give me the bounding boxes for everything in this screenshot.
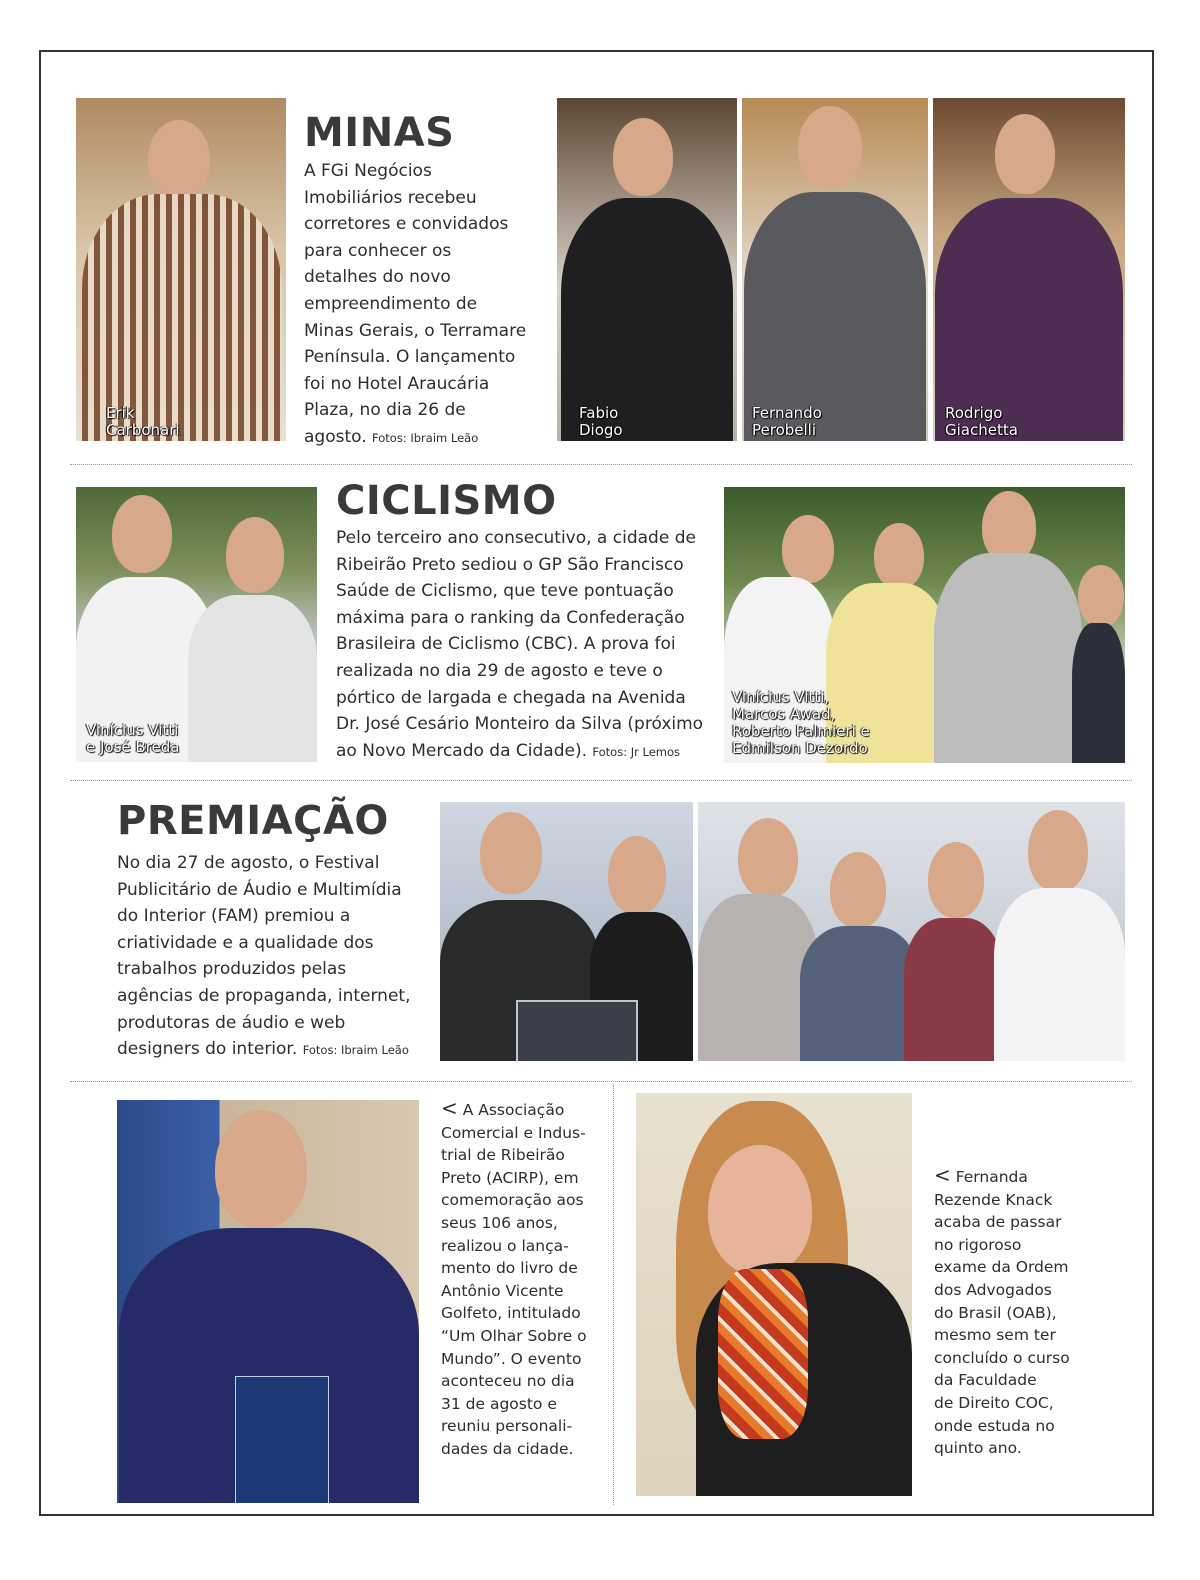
photo-rodrigo-giachetta	[933, 98, 1125, 441]
acirp-line: mento do livro de	[441, 1259, 578, 1278]
photo-cyclists-group	[724, 487, 1125, 763]
oab-line: onde estuda no	[934, 1416, 1055, 1435]
oab-line: Rezende Knack	[934, 1190, 1053, 1209]
oab-line: no rigoroso	[934, 1235, 1022, 1254]
photo-erik-carbonari	[76, 98, 286, 441]
acirp-line: seus 106 anos,	[441, 1213, 558, 1232]
oab-line: do Brasil (OAB),	[934, 1303, 1057, 1322]
photo-fabio-diogo	[557, 98, 737, 441]
photo-credit: Fotos: Jr Lemos	[592, 744, 681, 759]
photo-caption: Rodrigo Giachetta	[945, 404, 1018, 439]
acirp-line: A Associação	[462, 1101, 565, 1119]
photo-award-two-men	[440, 802, 693, 1061]
acirp-line: trial de Ribeirão	[441, 1146, 565, 1165]
oab-line: concluído o curso	[934, 1348, 1070, 1367]
photo-fernanda-rezende-knack	[636, 1093, 912, 1496]
photo-caption: Vinícius Vitti e José Breda	[86, 721, 180, 756]
column-divider	[613, 1085, 614, 1505]
section-body-premiacao	[117, 850, 413, 1064]
acirp-line: Mundo”. O evento	[441, 1349, 582, 1368]
photo-antonio-vicente-golfeto	[117, 1100, 419, 1503]
pointer-arrow-icon: <	[441, 1096, 458, 1120]
acirp-line: aconteceu no dia	[441, 1372, 575, 1391]
section-divider	[70, 780, 1132, 781]
section-title-minas: MINAS	[304, 110, 455, 156]
section-divider	[70, 1081, 1132, 1082]
pointer-arrow-icon: <	[934, 1163, 951, 1187]
section-body-minas	[304, 158, 529, 452]
body-text: No dia 27 de agosto, o Festival Publicitário de Áudio e Multimídia do Interior (FAM) premiou a criatividade e a qualidade dos trabalhos produzidos pelas agências de propaganda, internet, produtoras de áudio e web designers do interior.	[117, 853, 411, 1060]
acirp-line: “Um Olhar Sobre o	[441, 1326, 587, 1345]
acirp-line: Antônio Vicente	[441, 1281, 564, 1300]
section-divider	[70, 464, 1132, 465]
body-text: A FGi Negócios Imobiliários recebeu corretores e convidados para conhecer os detalhes do novo empreendimento de Minas Gerais, o Terramare Península. O lançamento foi no Hotel Araucária Plaza, no dia 26 de agosto.	[304, 161, 527, 447]
photo-caption: Fabio Diogo	[579, 404, 623, 439]
oab-line: de Direito COC,	[934, 1393, 1054, 1412]
oab-line: exame da Ordem	[934, 1258, 1069, 1277]
acirp-line: realizou o lança-	[441, 1236, 569, 1255]
acirp-text	[441, 1097, 611, 1461]
oab-line: mesmo sem ter	[934, 1326, 1056, 1345]
acirp-line: comemoração aos	[441, 1191, 584, 1210]
oab-text	[934, 1164, 1124, 1460]
section-title-ciclismo: CICLISMO	[336, 478, 557, 524]
acirp-line: dades da cidade.	[441, 1439, 574, 1458]
oab-line: dos Advogados	[934, 1280, 1052, 1299]
photo-credit: Fotos: Ibraim Leão	[302, 1043, 409, 1058]
oab-line: quinto ano.	[934, 1439, 1022, 1458]
acirp-line: Comercial e Indus-	[441, 1123, 586, 1142]
acirp-line: 31 de agosto e	[441, 1394, 557, 1413]
photo-vinicius-vitti-jose-breda	[76, 487, 317, 762]
photo-award-group	[698, 802, 1125, 1061]
body-text: Pelo terceiro ano consecutivo, a cidade de Ribeirão Preto sediou o GP São Francisco Saúde de Ciclismo, que teve pontuação máxima para o ranking da Confederação Brasileira de Ciclismo (CBC). A prova foi realizada no dia 29 de agosto e teve o pórtico de largada e chegada na Avenida Dr. José Cesário Monteiro da Silva (próximo ao Novo Mercado da Cidade).	[336, 528, 704, 761]
photo-caption: Vinícius Vitti, Marcos Awad, Roberto Palmieri e Edmilson Dezordo	[732, 688, 870, 757]
acirp-line: Golfeto, intitulado	[441, 1304, 581, 1323]
oab-line: acaba de passar	[934, 1213, 1062, 1232]
oab-line: Fernanda	[955, 1168, 1028, 1186]
section-title-premiacao: PREMIAÇÃO	[117, 798, 389, 844]
oab-line: da Faculdade	[934, 1371, 1037, 1390]
photo-credit: Fotos: Ibraim Leão	[372, 430, 479, 445]
photo-fernando-perobelli	[742, 98, 928, 441]
acirp-line: Preto (ACIRP), em	[441, 1168, 579, 1187]
photo-caption: Erik Carbonari	[106, 404, 180, 439]
section-body-ciclismo	[336, 525, 708, 765]
photo-caption: Fernando Perobelli	[752, 404, 822, 439]
acirp-line: reuniu personali-	[441, 1417, 573, 1436]
